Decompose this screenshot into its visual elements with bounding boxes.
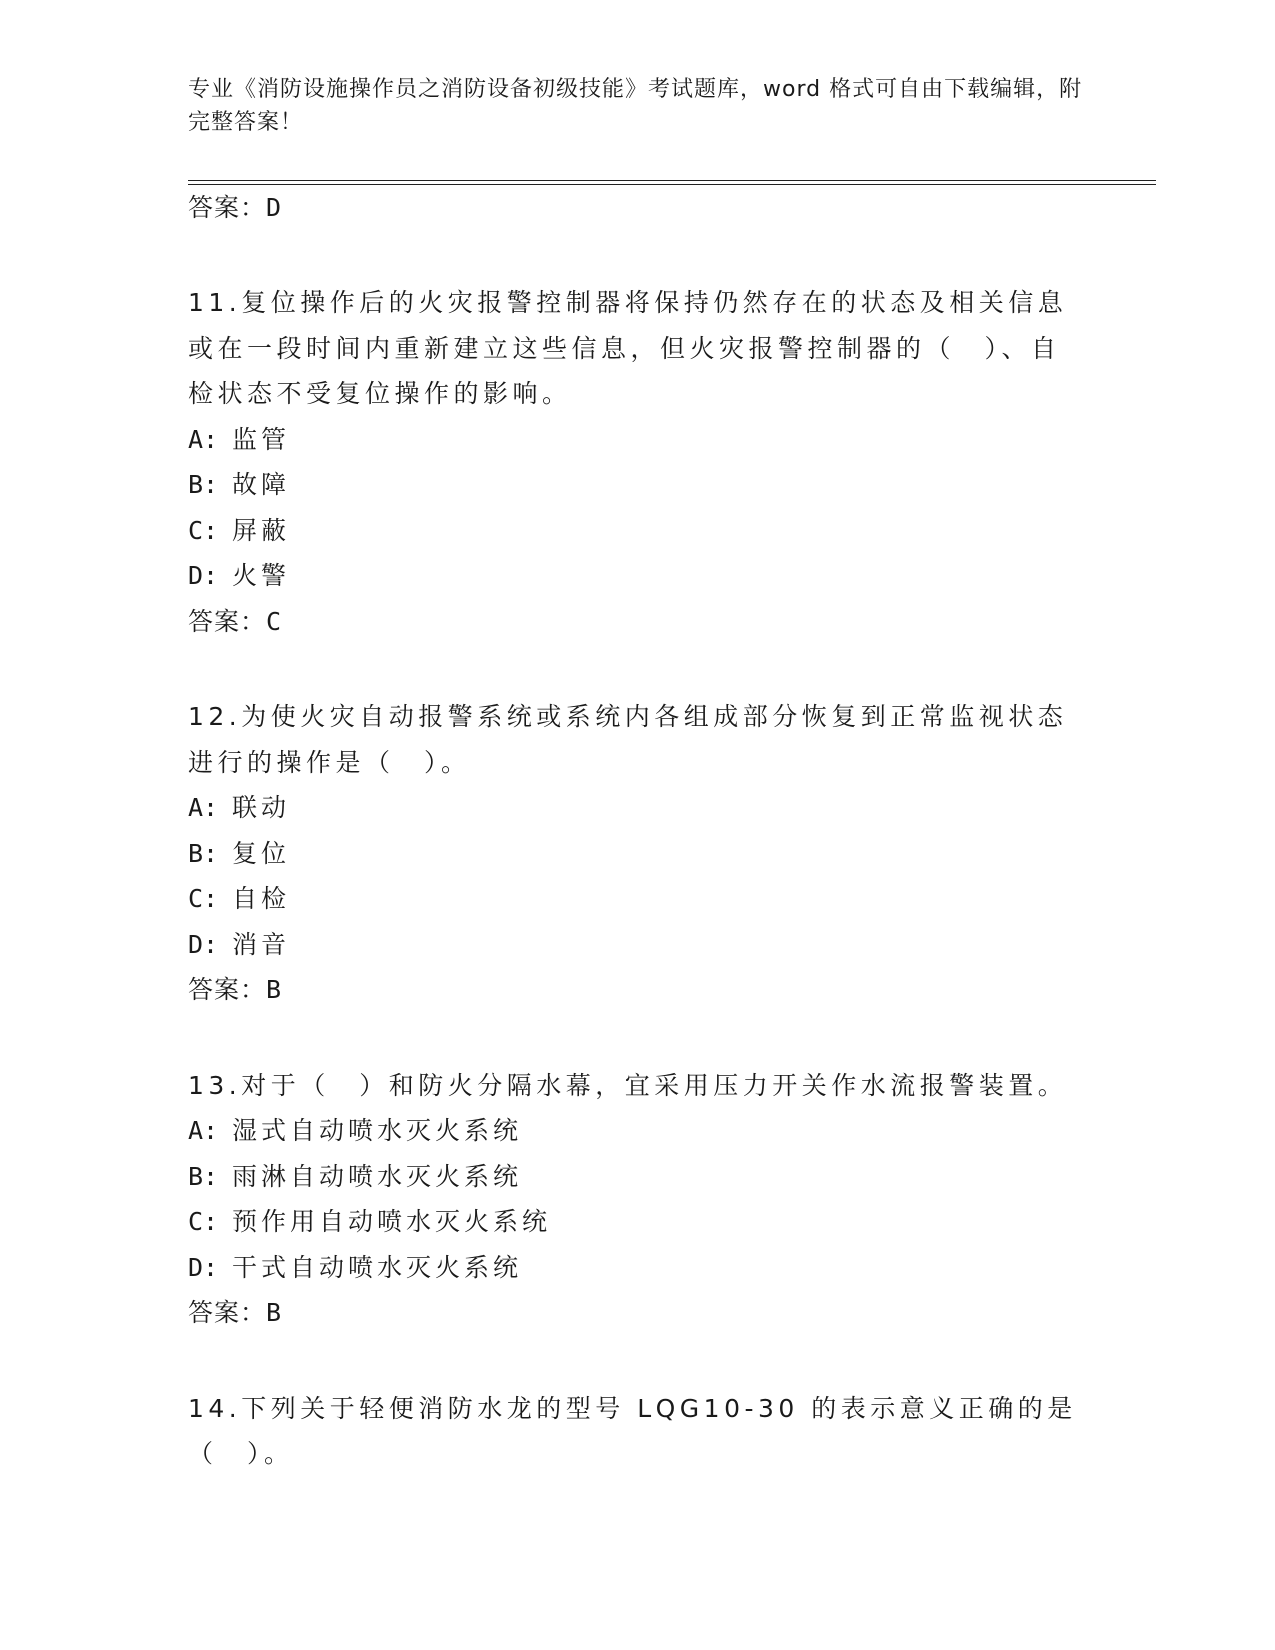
option-text: 湿式自动喷水灭火系统 xyxy=(232,1116,523,1145)
option-text: 预作用自动喷水灭火系统 xyxy=(232,1207,552,1236)
option-key: C: xyxy=(188,884,219,913)
option-d xyxy=(188,1245,1088,1291)
question-11 xyxy=(188,280,1088,644)
answer-value: B xyxy=(266,975,283,1004)
question-stem: 13.对于（ ）和防火分隔水幕，宜采用压力开关作水流报警装置。 xyxy=(188,1070,1068,1100)
header-divider-bottom xyxy=(188,184,1156,185)
option-key: A: xyxy=(188,793,219,822)
option-key: D: xyxy=(188,1252,219,1282)
previous-answer xyxy=(188,190,1088,230)
option-text: 雨淋自动喷水灭火系统 xyxy=(232,1161,523,1191)
answer-label: 答案： xyxy=(188,606,267,636)
option-c xyxy=(188,1199,1088,1245)
option-key: C: xyxy=(188,1207,219,1236)
question-list xyxy=(188,190,1088,1477)
header-divider-top xyxy=(188,180,1156,181)
option-d xyxy=(188,553,1088,599)
option-text: 自检 xyxy=(232,884,291,913)
option-text: 火警 xyxy=(232,561,291,590)
answer-label: 答案： xyxy=(188,1298,267,1327)
question-answer xyxy=(188,599,1088,645)
option-key: D: xyxy=(188,929,219,959)
answer-label: 答案： xyxy=(188,193,267,222)
option-b xyxy=(188,831,1088,877)
option-text: 故障 xyxy=(232,470,291,499)
option-text: 监管 xyxy=(232,424,291,454)
option-a xyxy=(188,417,1088,463)
option-text: 消音 xyxy=(232,929,291,959)
option-key: B: xyxy=(188,838,219,868)
question-stem: 11.复位操作后的火灾报警控制器将保持仍然存在的状态及相关信息或在一段时间内重新建立这些信息，但火灾报警控制器的（ ）、自检状态不受复位操作的影响。 xyxy=(188,288,1068,408)
option-text: 干式自动喷水灭火系统 xyxy=(232,1252,523,1282)
option-a xyxy=(188,1108,1088,1154)
option-key: B: xyxy=(188,470,219,499)
question-answer xyxy=(188,1290,1088,1336)
option-key: A: xyxy=(188,424,219,454)
option-text: 复位 xyxy=(232,838,291,868)
question-answer xyxy=(188,967,1088,1013)
document-header xyxy=(188,73,1088,139)
question-13 xyxy=(188,1063,1088,1336)
option-d xyxy=(188,922,1088,968)
option-key: A: xyxy=(188,1116,219,1145)
option-a xyxy=(188,785,1088,831)
answer-value: B xyxy=(266,1298,283,1327)
answer-value: D xyxy=(266,193,283,222)
question-stem: 14.下列关于轻便消防水龙的型号 LQG10-30 的表示意义正确的是（ ）。 xyxy=(188,1393,1077,1468)
option-text: 屏蔽 xyxy=(232,515,291,545)
option-key: C: xyxy=(188,515,219,545)
option-key: D: xyxy=(188,561,219,590)
option-c xyxy=(188,876,1088,922)
option-key: B: xyxy=(188,1161,219,1191)
option-c xyxy=(188,508,1088,554)
question-14 xyxy=(188,1386,1088,1477)
option-text: 联动 xyxy=(232,793,291,822)
option-b xyxy=(188,1154,1088,1200)
answer-label: 答案： xyxy=(188,975,267,1004)
question-stem: 12.为使火灾自动报警系统或系统内各组成部分恢复到正常监视状态进行的操作是（ ）。 xyxy=(188,702,1068,777)
question-12 xyxy=(188,694,1088,1013)
option-b xyxy=(188,462,1088,508)
header-text: 专业《消防设施操作员之消防设备初级技能》考试题库，word 格式可自由下载编辑，附完整答案！ xyxy=(188,77,1083,135)
answer-value: C xyxy=(266,606,283,636)
